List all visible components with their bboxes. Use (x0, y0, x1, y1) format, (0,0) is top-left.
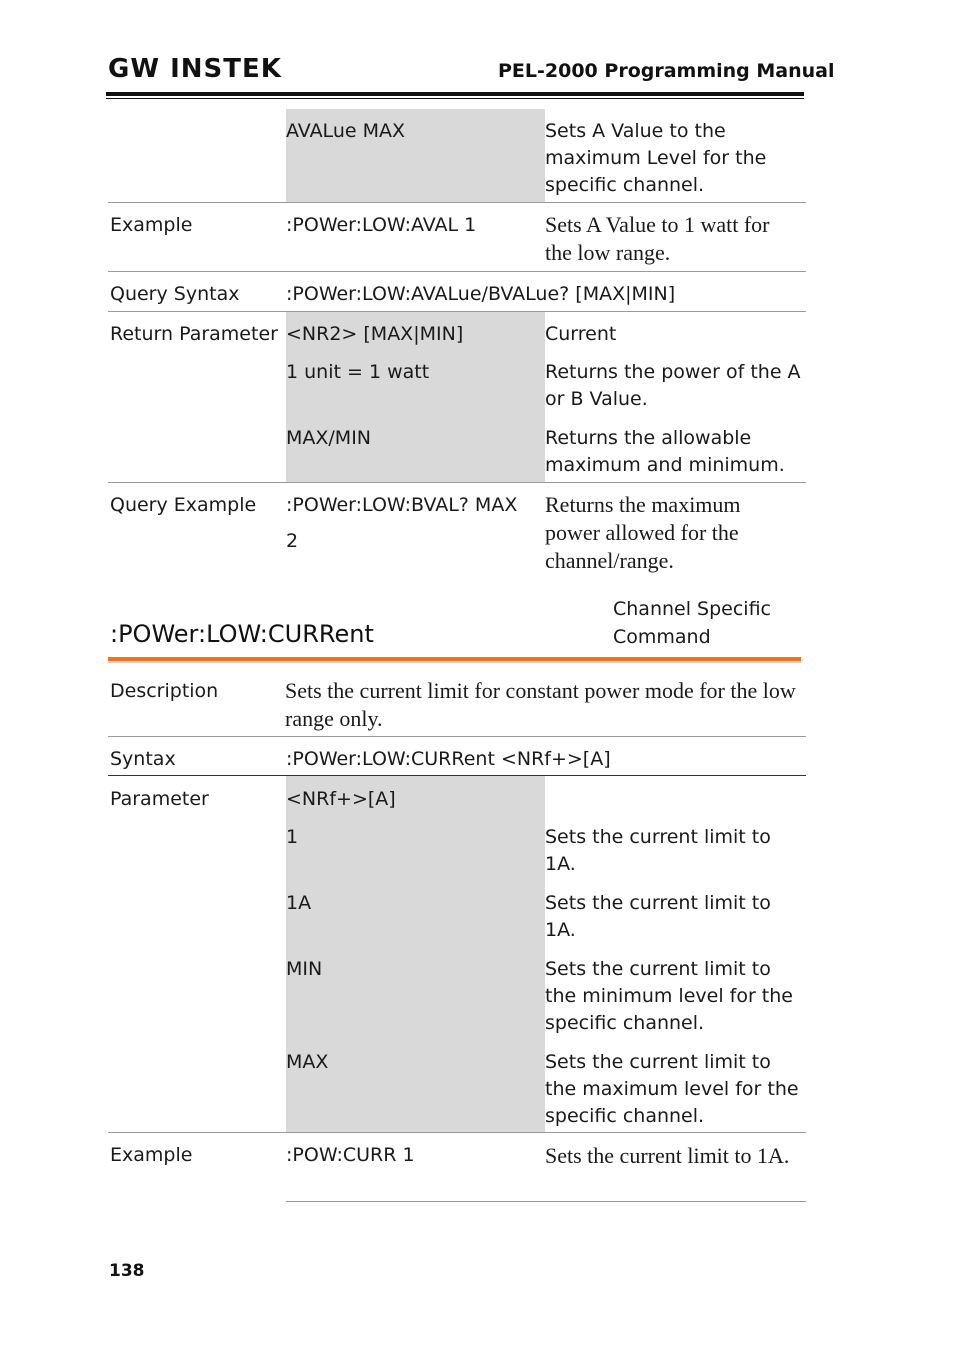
section-rule-shadow (108, 661, 801, 663)
manual-title: PEL-2000 Programming Manual (498, 60, 835, 82)
cmd-query-example-result: 2 (286, 530, 299, 552)
param-desc-1: Sets the current limit to 1A. (545, 826, 771, 875)
return-param-2: 1 unit = 1 watt (286, 361, 430, 383)
param-avalue-max: AVALue MAX (286, 120, 405, 142)
header-rule-thin (106, 98, 804, 99)
param-3: MIN (286, 958, 323, 980)
divider (108, 202, 806, 203)
description-text: Sets the current limit for constant power mode for the low range only. (285, 678, 796, 731)
desc-query-example: Returns the maximum power allowed for the channel/range. (545, 492, 741, 573)
param-4: MAX (286, 1051, 329, 1073)
return-desc-1: Current (545, 323, 617, 345)
desc-example-2: Sets the current limit to 1A. (545, 1143, 790, 1168)
param-1: 1 (286, 826, 299, 848)
header-rule-thick (106, 92, 804, 96)
desc-example: Sets A Value to 1 watt for the low range. (545, 212, 770, 265)
cmd-query-syntax: :POWer:LOW:AVALue/BVALue? [MAX|MIN] (286, 283, 676, 305)
logo-text: GW INSTEK (108, 54, 282, 84)
label-query-syntax: Query Syntax (110, 283, 240, 305)
label-description: Description (110, 680, 219, 702)
label-example-2: Example (110, 1144, 193, 1166)
divider (108, 736, 806, 737)
return-param-1: <NR2> [MAX|MIN] (286, 323, 464, 345)
cmd-syntax: :POWer:LOW:CURRent <NRf+>[A] (286, 748, 611, 770)
label-example: Example (110, 214, 193, 236)
return-desc-2: Returns the power of the A or B Value. (545, 361, 801, 410)
cmd-example: :POWer:LOW:AVAL 1 (286, 214, 477, 236)
divider (108, 482, 806, 483)
param-desc-2: Sets the current limit to 1A. (545, 892, 771, 941)
divider (286, 1201, 806, 1202)
divider (108, 271, 806, 272)
label-parameter: Parameter (110, 788, 209, 810)
param-2: 1A (286, 892, 312, 914)
cmd-example-2: :POW:CURR 1 (286, 1144, 415, 1166)
page-number: 138 (109, 1261, 145, 1281)
return-param-3: MAX/MIN (286, 427, 372, 449)
section-title: :POWer:LOW:CURRent (110, 620, 374, 648)
divider (108, 1132, 806, 1133)
divider (108, 311, 806, 312)
brand-logo (108, 54, 282, 84)
parameter-header: <NRf+>[A] (286, 788, 396, 810)
param-desc-4: Sets the current limit to the maximum level for the specific channel. (545, 1051, 799, 1127)
cmd-query-example: :POWer:LOW:BVAL? MAX (286, 494, 518, 516)
param-desc-3: Sets the current limit to the minimum level for the specific channel. (545, 958, 793, 1034)
label-query-example: Query Example (110, 494, 257, 516)
desc-avalue-max: Sets A Value to the maximum Level for the specific channel. (545, 120, 767, 196)
return-desc-3: Returns the allowable maximum and minimum. (545, 427, 785, 476)
section-tag: Channel Specific Command (613, 598, 771, 648)
label-return-parameter: Return Parameter (110, 323, 278, 345)
label-syntax: Syntax (110, 748, 176, 770)
